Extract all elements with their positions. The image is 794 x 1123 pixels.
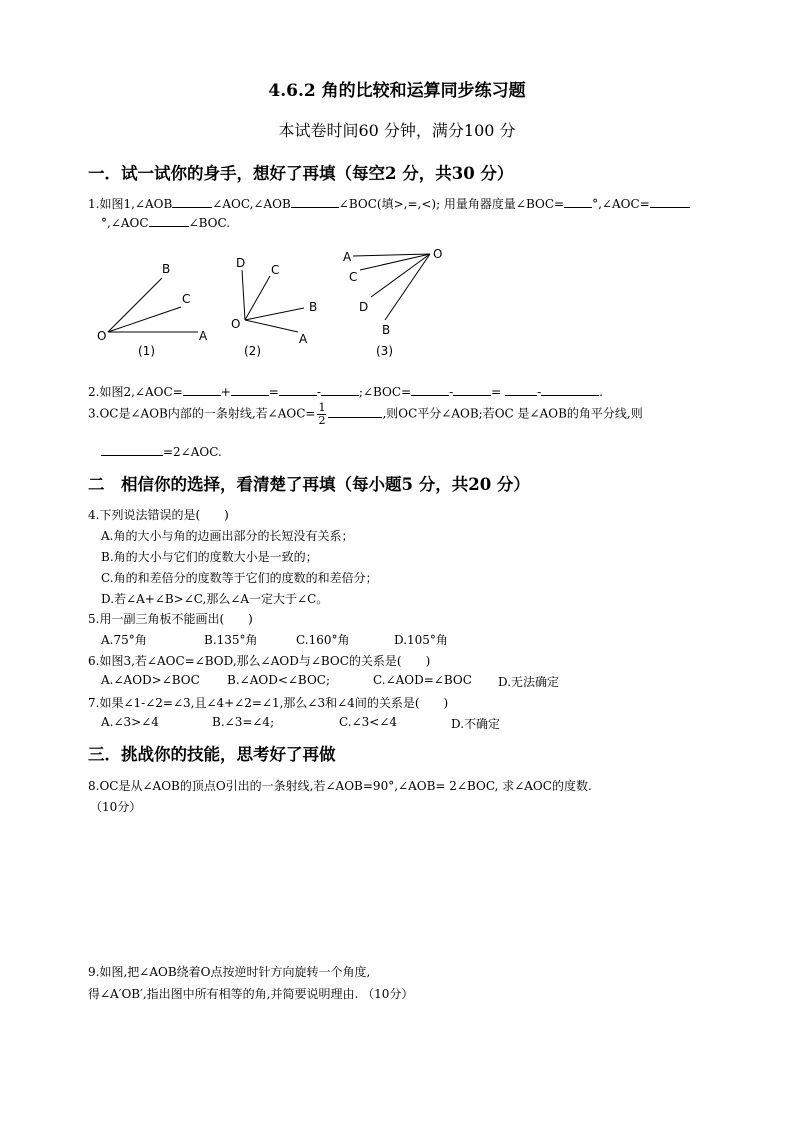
q2-plus: + [220, 385, 231, 399]
question-3-line-1 [88, 402, 643, 426]
question-6-option-b[interactable]: B.∠AOD<∠BOC; [227, 673, 331, 687]
fig3-caption: (3) [376, 344, 393, 358]
q2-text-1: 2.如图2,∠AOC= [88, 385, 183, 399]
fig1-label-a: A [199, 329, 208, 343]
fig2-caption: (2) [244, 344, 261, 358]
question-2 [88, 383, 603, 400]
q1-text-3: ∠BOC(填>,=,<); 用量角器度量∠BOC= [338, 197, 565, 211]
q1-blank-3[interactable] [564, 196, 592, 208]
q2-eq-1: = [268, 385, 279, 399]
q2-blank-5[interactable] [411, 384, 449, 396]
fig3-label-c: C [349, 270, 358, 284]
section-3-heading: 三．挑战你的技能，思考好了再做 [88, 745, 336, 764]
question-8-line-2: （10分） [90, 800, 142, 814]
q2-blank-8[interactable] [541, 384, 599, 396]
question-5-stem: 5.用一副三角板不能画出( ) [88, 612, 253, 626]
fig1-label-c: C [182, 292, 191, 306]
figure-3 [343, 247, 442, 358]
q2-blank-1[interactable] [183, 384, 221, 396]
question-4-option-a[interactable]: A.角的大小与角的边画出部分的长短没有关系； [101, 529, 354, 543]
question-5-option-b[interactable]: B.135°角 [204, 633, 258, 647]
q2-minus-2: - [449, 385, 454, 399]
q2-blank-4[interactable] [321, 384, 359, 396]
fig3-label-d: D [359, 300, 369, 314]
q1-text-5: °,∠AOC [101, 216, 149, 230]
question-6-option-c[interactable]: C.∠AOD=∠BOC [373, 673, 472, 687]
q1-text-1: 1.如图1,∠AOB [88, 197, 173, 211]
q3-text-3: =2∠AOC. [163, 445, 222, 459]
question-6-stem: 6.如图3,若∠AOC=∠BOD,那么∠AOD与∠BOC的关系是( ) [88, 654, 431, 668]
question-8-line-1: 8.OC是从∠AOB的顶点O引出的一条射线,若∠AOB=90°,∠AOB= 2∠BOC, 求∠AOC的度数. [88, 779, 592, 793]
fig3-label-o: O [433, 247, 443, 261]
q2-blank-3[interactable] [279, 384, 317, 396]
question-4-option-d[interactable]: D.若∠A+∠B>∠C,那么∠A一定大于∠C。 [101, 592, 329, 606]
question-7-option-b[interactable]: B.∠3=∠4; [212, 715, 275, 729]
q2-blank-2[interactable] [231, 384, 269, 396]
fraction-one-half: $\frac{1}{2}$ [318, 401, 326, 427]
q3-text-1: 3.OC是∠AOB内部的一条射线,若∠AOC= [88, 406, 316, 421]
q1-blank-2[interactable] [291, 196, 339, 208]
q2-eq-2: = [491, 385, 502, 399]
fig2-label-b: B [309, 300, 318, 314]
figure-2 [231, 256, 317, 358]
q1-text-2: ∠AOC,∠AOB [212, 197, 291, 211]
section-2-heading: 二 相信你的选择，看清楚了再填（每小题5 分，共20 分） [88, 475, 530, 494]
q3-blank-2[interactable] [101, 444, 163, 456]
fig2-label-d: D [236, 256, 246, 270]
question-3-line-2 [101, 444, 222, 459]
question-4-option-b[interactable]: B.角的大小与它们的度数大小是一致的； [101, 550, 318, 564]
q2-blank-6[interactable] [453, 384, 491, 396]
question-9-line-2: 得∠A′OB′,指出图中所有相等的角,并简要说明理由. （10分） [88, 987, 414, 1001]
q3-text-2: ,则OC平分∠AOB;若OC 是∠AOB的角平分线,则 [382, 406, 643, 421]
q1-blank-5[interactable] [149, 215, 189, 227]
page-title: 4.6.2 角的比较和运算同步练习题 [268, 81, 526, 101]
question-6-option-d[interactable]: D.无法确定 [498, 675, 560, 689]
q2-end: . [599, 385, 603, 399]
q1-blank-4[interactable] [650, 196, 690, 208]
figure-1 [97, 262, 208, 358]
question-7-option-a[interactable]: A.∠3>∠4 [101, 715, 159, 729]
question-5-option-a[interactable]: A.75°角 [101, 633, 147, 647]
q1-text-4: °,∠AOC= [592, 197, 650, 211]
question-7-option-c[interactable]: C.∠3<∠4 [339, 715, 398, 729]
q2-minus-1: - [316, 385, 321, 399]
q2-minus-3: - [537, 385, 542, 399]
fig1-label-b: B [162, 262, 171, 276]
fig3-label-b: B [382, 323, 391, 337]
q2-blank-7[interactable] [505, 384, 537, 396]
q1-text-6: ∠BOC. [188, 216, 231, 230]
q1-blank-1[interactable] [172, 196, 212, 208]
question-6-option-a[interactable]: A.∠AOD>∠BOC [101, 673, 200, 687]
fig1-label-o: O [97, 329, 107, 343]
fig1-caption: (1) [138, 344, 155, 358]
question-5-option-c[interactable]: C.160°角 [296, 633, 350, 647]
question-4-option-c[interactable]: C.角的和差倍分的度数等于它们的度数的和差倍分； [101, 571, 378, 585]
fig2-label-a: A [299, 332, 308, 346]
question-7-stem: 7.如果∠1-∠2=∠3,且∠4+∠2=∠1,那么∠3和∠4间的关系是( ) [88, 696, 449, 710]
page-subtitle: 本试卷时间60 分钟，满分100 分 [278, 121, 516, 140]
question-5-option-d[interactable]: D.105°角 [394, 633, 448, 647]
q2-text-2: ;∠BOC= [358, 385, 412, 399]
question-7-option-d[interactable]: D.不确定 [451, 717, 501, 731]
fig2-label-o: O [231, 317, 241, 331]
question-1-line-2 [101, 215, 230, 230]
fig3-label-a: A [343, 250, 352, 264]
question-4-stem: 4.下列说法错误的是( ) [88, 508, 229, 522]
q3-blank-1[interactable] [328, 406, 382, 418]
question-1-line-1 [88, 195, 690, 212]
fig2-label-c: C [271, 263, 280, 277]
question-9-line-1: 9.如图,把∠AOB绕着O点按逆时针方向旋转一个角度, [88, 965, 371, 979]
angle-figures [88, 240, 468, 365]
section-1-heading: 一．试一试你的身手，想好了再填（每空2 分，共30 分） [88, 164, 514, 183]
